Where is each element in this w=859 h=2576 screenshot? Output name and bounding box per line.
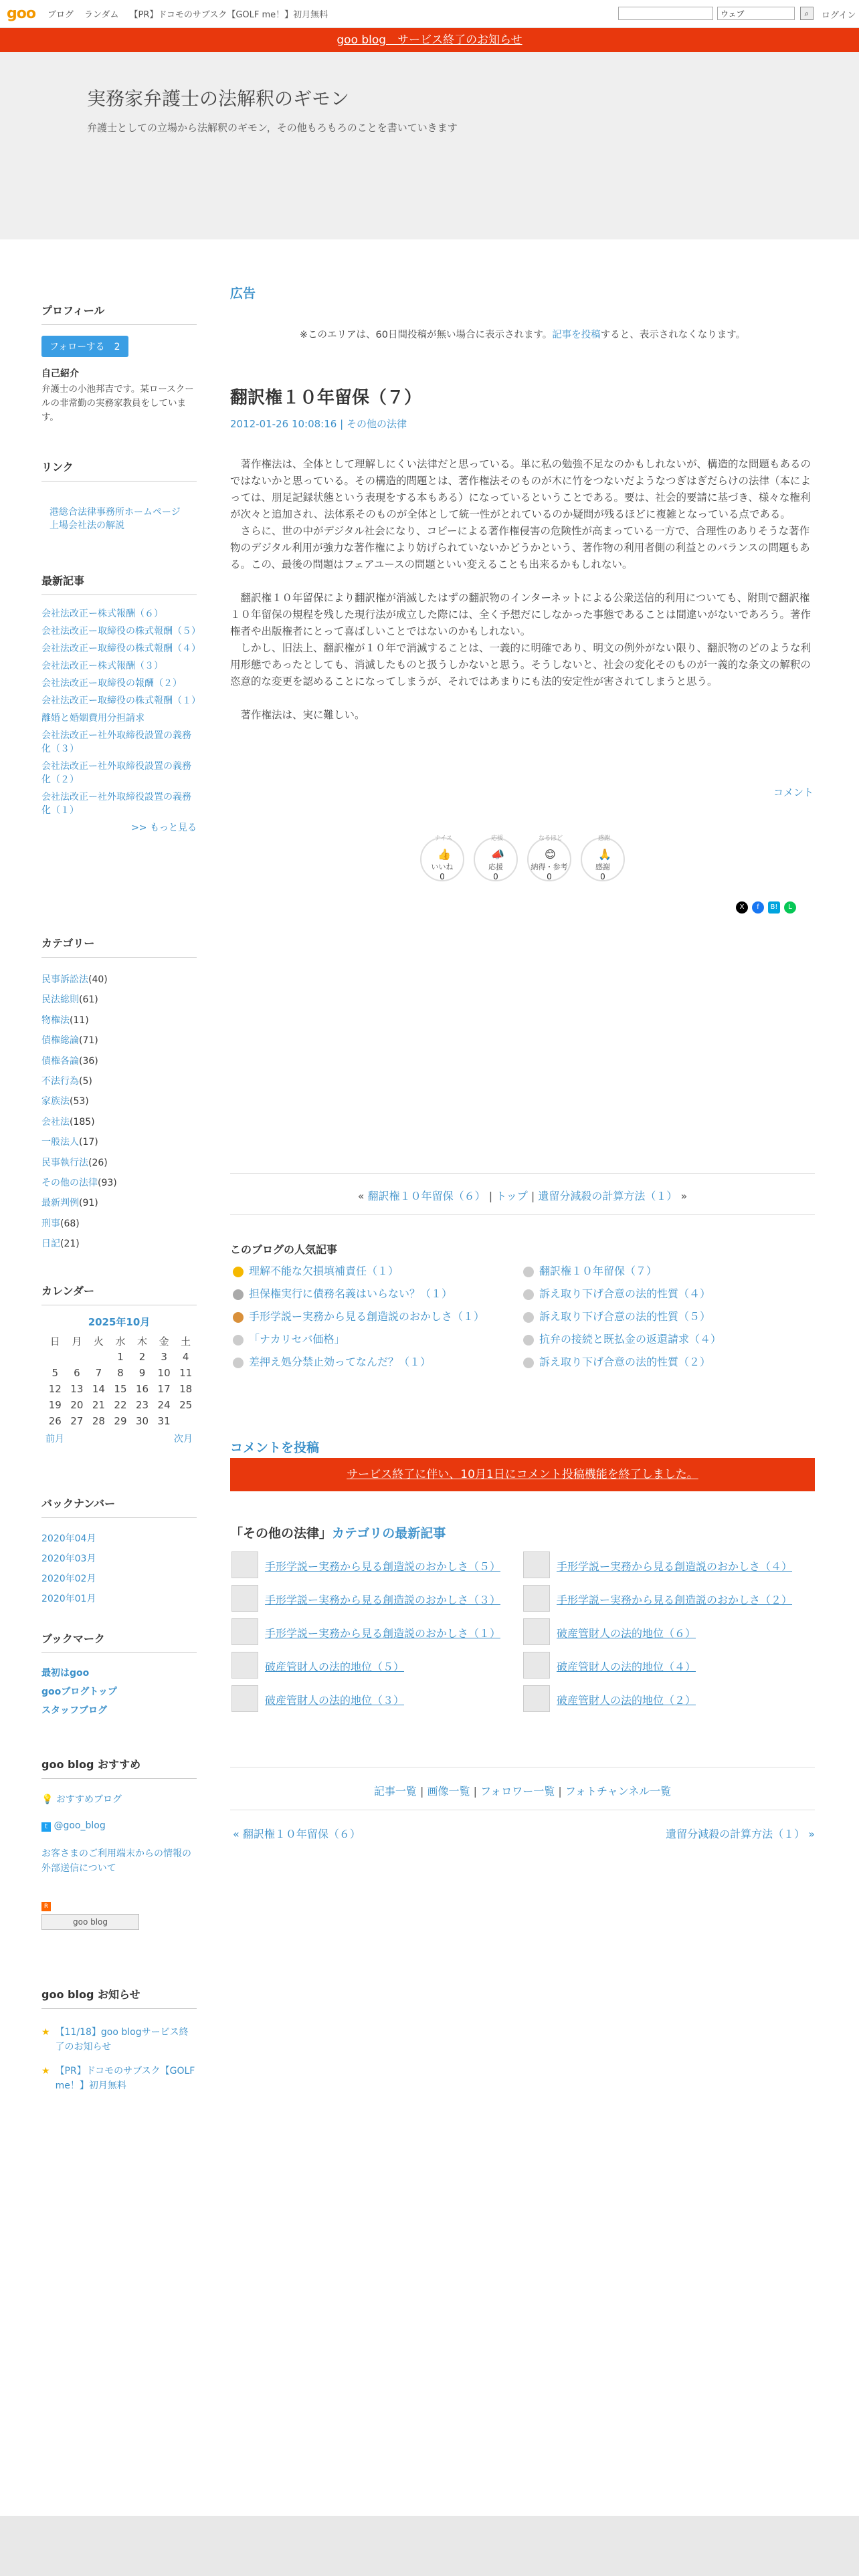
category-link[interactable]: その他の法律: [41, 1178, 98, 1189]
category-latest-item[interactable]: 手形学説ー実務から見る創造説のおかしさ（３）: [265, 1594, 501, 1606]
bookmark-item[interactable]: スタッフブログ: [41, 1705, 107, 1716]
calendar-day: 20: [70, 1399, 84, 1411]
calendar-day: 22: [114, 1399, 127, 1411]
rank-icon: [523, 1358, 534, 1368]
category-link[interactable]: 一般法人: [41, 1137, 79, 1148]
popular-link[interactable]: 理解不能な欠損填補責任（１）: [249, 1265, 399, 1277]
category-item: [41, 1051, 197, 1071]
article-nav: [230, 1188, 815, 1203]
service-end-notice: [0, 28, 859, 52]
top-nav: [47, 7, 328, 20]
rank-icon: [233, 1312, 244, 1323]
calendar-day: 15: [114, 1383, 127, 1395]
line-share-icon[interactable]: L: [784, 901, 796, 914]
search-input[interactable]: [618, 7, 713, 20]
calendar-day: 25: [179, 1399, 193, 1411]
article-paragraph: 著作権法は、実に難しい。: [230, 709, 365, 721]
category-item: [41, 1091, 197, 1111]
category-latest-item[interactable]: 手形学説ー実務から見る創造説のおかしさ（５）: [265, 1560, 501, 1573]
category-link[interactable]: 物権法: [41, 1014, 70, 1026]
rank-icon: [233, 1267, 244, 1277]
smile-icon: 😊: [545, 848, 556, 861]
rank-icon: [523, 1312, 534, 1323]
category-item: [41, 1132, 197, 1152]
category-item: [41, 1234, 197, 1254]
article-category-link[interactable]: その他の法律: [346, 418, 407, 430]
thumbnail-icon[interactable]: [231, 1585, 258, 1612]
top-link[interactable]: トップ: [496, 1190, 528, 1202]
popular-link[interactable]: 訴え取り下げ合意の法的性質（４）: [539, 1287, 711, 1300]
category-item: [41, 1153, 197, 1173]
category-link[interactable]: 不法行為: [41, 1076, 79, 1087]
category-count: (17): [79, 1137, 98, 1148]
popular-link[interactable]: 「ナカリセバ価格」: [249, 1333, 345, 1346]
recent-section: [41, 572, 201, 839]
calendar-table: [44, 1333, 197, 1429]
recent-item[interactable]: 会社法改正ー社外取締役設置の義務化（３）: [41, 730, 191, 754]
follow-label: フォローする: [50, 342, 105, 352]
intro-text: 弁護士の小池邦吉です。某ロースクールの非常勤の実務家教員をしています。: [41, 384, 194, 423]
ad-text-after: すると、表示されなくなります。: [600, 330, 746, 340]
rank-icon: [233, 1358, 244, 1368]
backnumber-section: [41, 1495, 197, 1604]
divider: [230, 1214, 815, 1215]
footer-bar: |: [420, 1785, 424, 1798]
calendar-day: 23: [135, 1399, 149, 1411]
category-count: (40): [88, 974, 108, 985]
follow-count: 2: [114, 342, 120, 352]
calendar-day: [88, 1349, 110, 1365]
thumbnail-icon[interactable]: [523, 1652, 550, 1679]
rank-icon: [523, 1289, 534, 1300]
x-share-icon[interactable]: X: [736, 901, 748, 914]
article-paragraph: 著作権法は、全体として理解しにくい法律だと思っている。単に私の勉強不足なのかもしれないが、構造的な問題もあるのではないかと思っている。その構造的問題とは、著作権法そのものが木に竹をつないだようなつぎはぎだらけの法律（本によっては、朋足記録状態という表現をする本もある）になっているということである。要は、社会的要請に基づき、様々な権利が次々と追加され、法体系そのものが全体として統一性がとれているのか疑問が残るほどに複雑となっている点である。: [230, 458, 812, 520]
ad-text-before: ※このエリアは、60日間投稿が無い場合に表示されます。: [299, 330, 553, 340]
popular-item[interactable]: [233, 1263, 399, 1278]
image-list-link[interactable]: 画像一覧: [427, 1785, 470, 1798]
category-latest-item[interactable]: 手形学説ー実務から見る創造説のおかしさ（２）: [557, 1594, 793, 1606]
calendar-day: 9: [138, 1367, 146, 1379]
backnumber-item[interactable]: 2020年04月: [41, 1533, 96, 1544]
category-link[interactable]: 民事執行法: [41, 1157, 88, 1168]
category-item: [41, 1010, 197, 1031]
news-item[interactable]: 【PR】ドコモのサブスク【GOLF me！】初月無料: [55, 2066, 195, 2091]
category-item: [41, 1112, 197, 1132]
category-count: (53): [70, 1096, 89, 1107]
intro-title: 自己紹介: [41, 368, 79, 379]
category-item: [41, 970, 197, 990]
calendar-weekday: 日: [50, 1335, 60, 1348]
category-latest-item[interactable]: 破産管財人の法的地位（３）: [265, 1694, 405, 1707]
bottom-prev-link[interactable]: « 翻訳権１０年留保（６）: [233, 1828, 361, 1840]
category-count: (36): [79, 1055, 98, 1067]
blog-header: [0, 52, 859, 239]
comment-closed-notice: [230, 1458, 815, 1491]
calendar-next-link[interactable]: 次月: [174, 1434, 193, 1444]
thumbs-up-icon: 👍: [438, 848, 451, 861]
calendar-day: 10: [157, 1367, 171, 1379]
calendar-day: 17: [157, 1383, 171, 1395]
calendar-day: 12: [48, 1383, 62, 1395]
bookmark-item[interactable]: 最初はgoo: [41, 1668, 90, 1679]
category-latest-title: [230, 1523, 446, 1541]
ad-title: 広告: [230, 286, 256, 301]
category-item: [41, 1071, 197, 1091]
calendar-day: 7: [95, 1367, 102, 1379]
popular-item[interactable]: [523, 1263, 657, 1278]
calendar-weekday: 木: [137, 1335, 148, 1348]
calendar-day: 13: [70, 1383, 84, 1395]
reaction-top: ナイス: [434, 835, 453, 842]
category-count: (11): [70, 1014, 89, 1026]
news-section: [41, 1986, 197, 2093]
footer-bar: |: [473, 1785, 477, 1798]
reaction-top: なるほど: [538, 835, 563, 842]
popular-link[interactable]: 訴え取り下げ合意の法的性質（２）: [539, 1356, 711, 1368]
calendar-day: 11: [179, 1367, 193, 1379]
footer-bar: |: [558, 1785, 562, 1798]
calendar-day: 26: [48, 1415, 62, 1427]
news-item[interactable]: 【11/18】goo blogサービス終了のお知らせ: [55, 2027, 189, 2052]
calendar-section: [41, 1283, 197, 1445]
popular-item[interactable]: [233, 1285, 452, 1301]
comment-title: コメントを投稿: [230, 1440, 320, 1455]
calendar-day: 28: [92, 1415, 105, 1427]
recent-title: 最新記事: [41, 572, 197, 595]
top-nav-blog[interactable]: ブログ: [47, 10, 74, 20]
category-item: [41, 990, 197, 1010]
divider: [230, 1173, 815, 1174]
article-paragraph: さらに、世の中がデジタル社会になり、コピーによる著作権侵害の危険性が高まっている一方で、合理性のありそうな著作物のデジタル利用が強力な著作権により妨げられていないかどうかという、著作物の利用者側の利益とのバランスの問題もある。この、最後の問題はフェアユースの問題といい変えることも出来るかもしれない。: [230, 525, 810, 570]
next-article-link[interactable]: 遺留分減殺の計算方法（１）: [538, 1190, 678, 1202]
bookmark-section: [41, 1630, 197, 1720]
data-transmission-link[interactable]: お客さまのご利用端末からの情報の外部送信について: [41, 1848, 191, 1874]
reaction-nice-button[interactable]: [420, 837, 464, 881]
follow-button[interactable]: [41, 336, 128, 357]
calendar-day: [44, 1349, 66, 1365]
category-link[interactable]: 債権総論: [41, 1035, 79, 1047]
category-title: カテゴリー: [41, 935, 197, 958]
links-title: リンク: [41, 459, 197, 481]
ad-post-link[interactable]: 記事を投稿: [552, 330, 601, 340]
recommend-section: [41, 1756, 197, 1930]
hatena-share-icon[interactable]: B!: [768, 901, 780, 914]
category-latest-suffix: カテゴリの最新記事: [332, 1526, 446, 1541]
megaphone-icon: 📣: [491, 848, 504, 861]
recent-item[interactable]: 会社法改正ー取締役の報酬（２）: [41, 678, 182, 689]
popular-item[interactable]: [233, 1354, 431, 1369]
popular-link[interactable]: 翻訳権１０年留保（７）: [539, 1265, 658, 1277]
recent-item[interactable]: 会社法改正ー社外取締役設置の義務化（１）: [41, 792, 191, 816]
reaction-top: 応援: [490, 835, 503, 842]
blog-title[interactable]: 実務家弁護士の法解釈のギモン: [87, 88, 350, 110]
calendar-day: 16: [135, 1383, 149, 1395]
footer-links: [230, 1783, 815, 1798]
photo-channel-link[interactable]: フォトチャンネル一覧: [565, 1785, 672, 1798]
reaction-top: 感謝: [597, 835, 610, 842]
category-link[interactable]: 会社法: [41, 1116, 70, 1128]
category-count: (21): [60, 1239, 80, 1250]
recent-item[interactable]: 会社法改正ー社外取締役設置の義務化（２）: [41, 761, 191, 785]
category-link[interactable]: 日記: [41, 1239, 60, 1250]
recent-item[interactable]: 会社法改正ー株式報酬（６）: [41, 609, 163, 619]
reaction-thanks-button[interactable]: [581, 837, 625, 881]
category-count: (5): [79, 1076, 92, 1087]
search-icon[interactable]: ⌕: [800, 7, 814, 20]
category-link[interactable]: 家族法: [41, 1096, 70, 1107]
calendar-day: 14: [92, 1383, 105, 1395]
thumbnail-icon[interactable]: [523, 1618, 550, 1645]
calendar-month: 2025年10月: [88, 1316, 151, 1328]
nav-bar: |: [488, 1190, 493, 1202]
popular-item[interactable]: [233, 1308, 484, 1323]
link-office[interactable]: 港総合法律事務所ホームページ: [50, 507, 181, 518]
popular-link[interactable]: 担保権実行に債務名義はいらない？（１）: [249, 1287, 453, 1300]
category-link[interactable]: 刑事: [41, 1218, 60, 1229]
calendar-day: 2: [138, 1351, 146, 1363]
category-list: [41, 970, 197, 1255]
category-item: [41, 1173, 197, 1193]
facebook-share-icon[interactable]: f: [752, 901, 764, 914]
calendar-day: 3: [161, 1351, 167, 1363]
category-latest-item[interactable]: 破産管財人の法的地位（４）: [557, 1660, 696, 1673]
follower-list-link[interactable]: フォロワー一覧: [480, 1785, 555, 1798]
thumbnail-icon[interactable]: [231, 1618, 258, 1645]
category-link[interactable]: 民事訴訟法: [41, 974, 88, 985]
calendar-day: 5: [52, 1367, 59, 1379]
calendar-prev-link[interactable]: 前月: [45, 1434, 64, 1444]
calendar-day: 18: [179, 1383, 193, 1395]
twitter-link[interactable]: @goo_blog: [54, 1820, 106, 1831]
calendar-day: 31: [157, 1415, 171, 1427]
reaction-count: 0: [547, 872, 552, 881]
popular-item[interactable]: [233, 1331, 345, 1346]
backnumber-item[interactable]: 2020年01月: [41, 1594, 96, 1604]
nav-quote: «: [357, 1190, 365, 1202]
links-section: [41, 459, 197, 536]
popular-link[interactable]: 抗弁の接続と既払金の返還請求（４）: [539, 1333, 722, 1346]
rank-icon: [523, 1267, 534, 1277]
popular-item[interactable]: [523, 1354, 710, 1369]
calendar-day: 29: [114, 1415, 127, 1427]
category-latest-prefix: 「その他の法律」: [230, 1526, 332, 1541]
article-paragraph: 翻訳権１０年留保により翻訳権が消滅したはずの翻訳物のインターネットによる公衆送信的利用についても、附則で翻訳権１０年留保の規程を残した現行法が成立した際には、全く予想だにしなかった事態であることは間違いがないであろう。著作権者や出版権者にとって喜ばしいことではないのかもしれない。: [230, 592, 812, 637]
reaction-agree-button[interactable]: [527, 837, 571, 881]
thumbnail-icon[interactable]: [523, 1585, 550, 1612]
category-link[interactable]: 最新判例: [41, 1198, 79, 1209]
popular-title: このブログの人気記事: [230, 1243, 338, 1256]
top-nav-random[interactable]: ランダム: [84, 10, 119, 20]
news-title: goo blog お知らせ: [41, 1986, 197, 2009]
article-title[interactable]: 翻訳権１０年留保（７）: [230, 388, 422, 408]
calendar-weekday: 水: [115, 1335, 126, 1348]
category-latest-item[interactable]: 破産管財人の法的地位（６）: [557, 1627, 696, 1640]
category-link[interactable]: 民法総則: [41, 994, 79, 1006]
blog-subtitle: 弁護士としての立場から法解釈のギモン，その他もろもろのことを書いていきます: [87, 122, 458, 134]
rank-icon: [523, 1335, 534, 1346]
service-end-notice-link[interactable]: goo blog サービス終了のお知らせ: [337, 33, 522, 47]
calendar-day: 6: [74, 1367, 80, 1379]
popular-item[interactable]: [523, 1285, 710, 1301]
popular-item[interactable]: [523, 1308, 710, 1323]
recent-item[interactable]: 会社法改正ー株式報酬（３）: [41, 661, 163, 671]
nav-bar: |: [531, 1190, 535, 1202]
bookmark-item[interactable]: gooブログトップ: [41, 1687, 117, 1697]
popular-link[interactable]: 差押え処分禁止効ってなんだ？（１）: [249, 1356, 432, 1368]
goo-logo[interactable]: [7, 5, 35, 22]
category-section: [41, 935, 197, 1255]
profile-title: プロフィール: [41, 302, 197, 325]
reaction-label: 納得・参考: [531, 863, 568, 871]
thumbnail-icon[interactable]: [523, 1685, 550, 1712]
calendar-day: 19: [48, 1399, 62, 1411]
lightbulb-icon: 💡: [41, 1794, 54, 1805]
thumbnail-icon[interactable]: [231, 1652, 258, 1679]
popular-link[interactable]: 訴え取り下げ合意の法的性質（５）: [539, 1310, 711, 1323]
nav-quote: »: [680, 1190, 688, 1202]
category-latest-item[interactable]: 手形学説ー実務から見る創造説のおかしさ（４）: [557, 1560, 793, 1573]
recent-item[interactable]: 会社法改正ー取締役の株式報酬（１）: [41, 695, 201, 706]
category-count: (71): [79, 1035, 98, 1047]
comment-closed-link[interactable]: サービス終了に伴い、10月1日にコメント投稿機能を終了しました。: [347, 1468, 698, 1481]
calendar-day: 1: [117, 1351, 124, 1363]
bookmark-title: ブックマーク: [41, 1630, 197, 1653]
top-bar: [0, 0, 859, 28]
top-nav-pr[interactable]: 【PR】ドコモのサブスク【GOLF me！】初月無料: [129, 10, 328, 20]
reaction-count: 0: [600, 872, 605, 881]
login-link[interactable]: ログイン: [822, 11, 856, 21]
popular-link[interactable]: 手形学説ー実務から見る創造説のおかしさ（１）: [249, 1310, 485, 1323]
category-item: [41, 1214, 197, 1234]
category-item: [41, 1193, 197, 1213]
bottom-next-link[interactable]: 遺留分減殺の計算方法（１） »: [666, 1828, 815, 1840]
category-count: (26): [88, 1157, 108, 1168]
calendar-weekday: 月: [72, 1335, 82, 1348]
backnumber-list[interactable]: [41, 1529, 197, 1604]
thumbnail-icon[interactable]: [523, 1551, 550, 1578]
reaction-label: いいね: [431, 863, 454, 871]
rss-icon[interactable]: R: [41, 1902, 51, 1911]
thumbnail-icon[interactable]: [231, 1685, 258, 1712]
reaction-label: 応援: [488, 863, 503, 871]
comment-link[interactable]: コメント: [773, 786, 814, 798]
article-date: 2012-01-26 10:08:16: [230, 418, 337, 430]
goo-blog-badge[interactable]: goo blog: [41, 1914, 139, 1930]
category-count: (61): [79, 994, 98, 1006]
calendar-title: カレンダー: [41, 1283, 197, 1305]
bow-icon: 🙏: [598, 848, 611, 861]
category-count: (185): [70, 1116, 95, 1128]
calendar-day: [175, 1413, 197, 1429]
rank-icon: [233, 1335, 244, 1346]
reaction-cheer-button[interactable]: [474, 837, 518, 881]
profile-section: [41, 302, 197, 425]
category-count: (68): [60, 1218, 80, 1229]
category-link[interactable]: 債権各論: [41, 1055, 79, 1067]
recommend-title: goo blog おすすめ: [41, 1756, 197, 1779]
recommend-blog-link[interactable]: おすすめブログ: [56, 1794, 122, 1805]
logo-text[interactable]: goo: [7, 5, 35, 22]
twitter-icon: t: [41, 1822, 51, 1832]
recent-item[interactable]: 会社法改正ー取締役の株式報酬（４）: [41, 643, 201, 654]
category-latest-item[interactable]: 破産管財人の法的地位（５）: [265, 1660, 405, 1673]
star-icon: ★: [41, 2066, 50, 2076]
prev-article-link[interactable]: 翻訳権１０年留保（６）: [367, 1190, 486, 1202]
thumbnail-icon[interactable]: [231, 1551, 258, 1578]
reaction-count: 0: [440, 872, 445, 881]
recent-item[interactable]: 会社法改正ー取締役の株式報酬（５）: [41, 626, 201, 637]
star-icon: ★: [41, 2027, 50, 2038]
article-list-link[interactable]: 記事一覧: [373, 1785, 417, 1798]
calendar-day: 30: [135, 1415, 149, 1427]
calendar-weekday: 金: [159, 1335, 169, 1348]
article: [230, 384, 815, 724]
backnumber-item[interactable]: 2020年03月: [41, 1553, 96, 1564]
calendar-day: 21: [92, 1399, 105, 1411]
calendar-weekday: 土: [181, 1335, 191, 1348]
meta-separator: |: [340, 418, 344, 430]
reaction-count: 0: [493, 872, 498, 881]
calendar-day: 8: [117, 1367, 124, 1379]
backnumber-title: バックナンバー: [41, 1495, 197, 1518]
category-item: [41, 1031, 197, 1051]
ad-section: [230, 284, 815, 341]
backnumber-item[interactable]: 2020年02月: [41, 1574, 96, 1584]
category-latest-item[interactable]: 手形学説ー実務から見る創造説のおかしさ（１）: [265, 1627, 501, 1640]
rank-icon: [233, 1289, 244, 1300]
calendar-weekday: 火: [93, 1335, 104, 1348]
calendar-day: 4: [182, 1351, 189, 1363]
popular-item[interactable]: [523, 1331, 721, 1346]
reaction-label: 感謝: [595, 863, 610, 871]
article-paragraph: しかし、旧法上、翻訳権が１０年で消滅することは、一義的に明確であり、明文の例外がない限り、翻訳物のどのような利用形態であったとしても、消滅したものと扱うしかないと思う。そうしないと、社会の変化そのものが一義的な条文の解釈の恣意的な変更を認めることになってしまうが、それではあまりにも法的安定性が害されてしまうと思う。: [230, 642, 812, 687]
search-scope-select[interactable]: ウェブ: [717, 7, 795, 20]
category-count: (93): [98, 1178, 117, 1189]
recent-item[interactable]: 離婚と婚姻費用分担請求: [41, 713, 145, 724]
page-footer: [0, 2516, 859, 2576]
link-company-law[interactable]: 上場会社法の解説: [50, 520, 124, 531]
recent-more-link[interactable]: >> もっと見る: [131, 823, 197, 833]
calendar-day: [66, 1349, 88, 1365]
calendar-day: 24: [157, 1399, 171, 1411]
calendar-day: 27: [70, 1415, 84, 1427]
category-latest-item[interactable]: 破産管財人の法的地位（２）: [557, 1694, 696, 1707]
category-count: (91): [79, 1198, 98, 1209]
